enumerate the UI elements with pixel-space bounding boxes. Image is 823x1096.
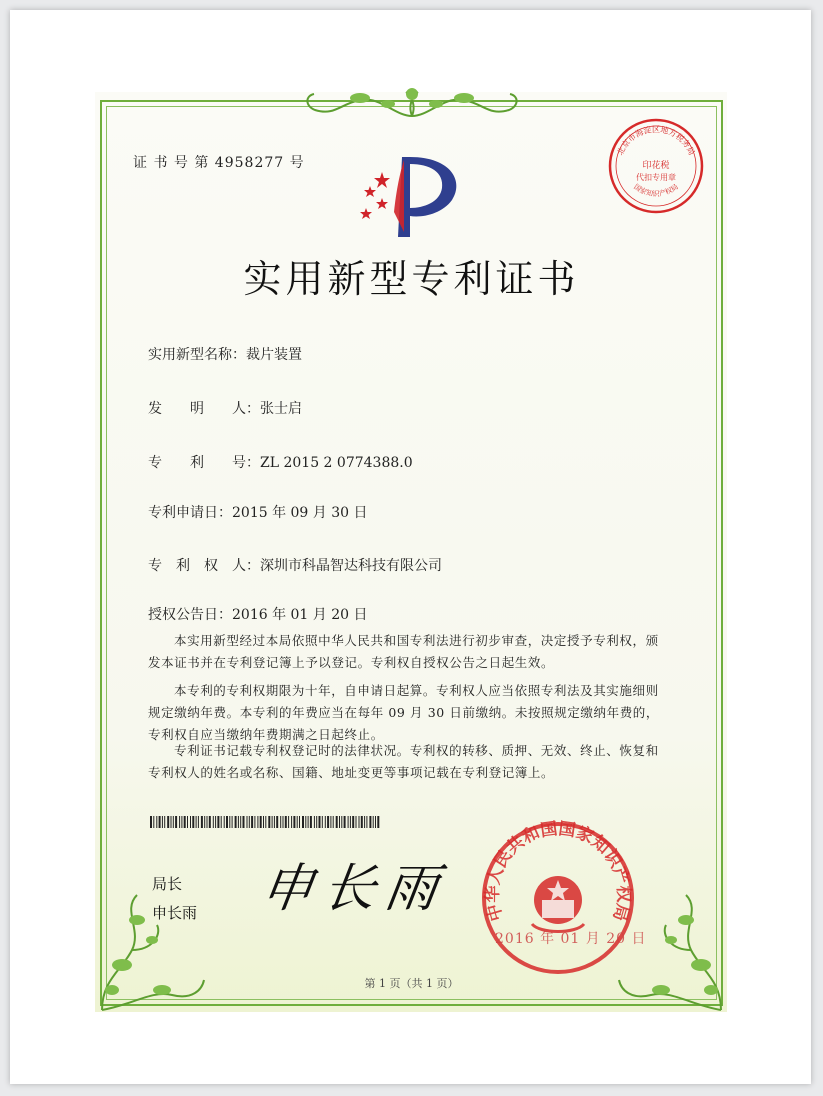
body-paragraph-1: 本实用新型经过本局依照中华人民共和国专利法进行初步审查，决定授予专利权，颁发本证书并在专利登记簿上予以登记。专利权自授权公告之日起生效。 xyxy=(148,633,659,670)
official-seal-date: 2016 年 01 月 20 日 xyxy=(495,931,647,947)
page-number: 第 1 页（共 1 页） xyxy=(364,977,459,990)
field-patentee xyxy=(148,555,442,575)
field-label: 专利申请日： xyxy=(148,505,232,521)
barcode xyxy=(150,816,380,828)
field-value: 张士启 xyxy=(260,401,302,417)
field-grant-date xyxy=(148,604,368,624)
field-value: 2016 年 01 月 20 日 xyxy=(232,607,368,623)
field-value: ZL 2015 2 0774388.0 xyxy=(260,455,413,471)
field-application-date xyxy=(148,502,368,522)
field-value: 2015 年 09 月 30 日 xyxy=(232,505,368,521)
cnipa-logo-icon xyxy=(352,152,467,242)
tax-seal-bottom-text: 国家知识产权局 xyxy=(632,182,680,198)
field-label: 实用新型名称： xyxy=(148,347,246,363)
field-value: 深圳市科晶智达科技有限公司 xyxy=(260,558,442,574)
tax-seal-line1: 印花税 xyxy=(642,161,670,171)
body-paragraph-2: 本专利的专利权期限为十年，自申请日起算。专利权人应当依照专利法及其实施细则规定缴纳年费。本专利的年费应当在每年 09 月 30 日前缴纳。未按照规定缴纳年费的，专利权自应当缴纳年费期满之日起终止。 xyxy=(148,683,660,742)
tax-seal-line2: 代扣专用章 xyxy=(636,173,676,182)
signature-name: 申长雨 xyxy=(152,904,198,922)
field-label: 授权公告日： xyxy=(148,607,232,623)
signature-title: 局长 xyxy=(152,875,183,893)
certificate-title: 实用新型专利证书 xyxy=(243,257,580,301)
official-seal xyxy=(480,820,636,976)
field-value: 裁片装置 xyxy=(246,347,302,363)
certificate-number-value: 第 4958277 号 xyxy=(194,155,305,171)
bottom-left-ornament xyxy=(92,880,212,1015)
certificate-number xyxy=(133,152,305,172)
field-utility-model-name xyxy=(148,344,302,364)
body-paragraph-3: 专利证书记载专利权登记时的法律状况。专利权的转移、质押、无效、终止、恢复和专利权人的姓名或名称、国籍、地址变更等事项记载在专利登记簿上。 xyxy=(148,743,659,780)
top-ornament xyxy=(300,86,524,122)
handwritten-signature: 申长雨 xyxy=(257,859,452,919)
field-label: 专 利 权 人： xyxy=(148,558,260,574)
certificate-number-label: 证 书 号 xyxy=(133,155,189,171)
field-label: 专 利 号： xyxy=(148,455,260,471)
tax-stamp-seal xyxy=(606,116,706,216)
tax-seal-ring-text: 北京市海淀区地方税务局 xyxy=(615,125,697,157)
field-label: 发 明 人： xyxy=(148,401,260,417)
official-seal-ring-text: 中华人民共和国国家知识产权局 xyxy=(482,819,634,924)
field-patent-number xyxy=(148,452,413,472)
field-inventor xyxy=(148,398,302,418)
